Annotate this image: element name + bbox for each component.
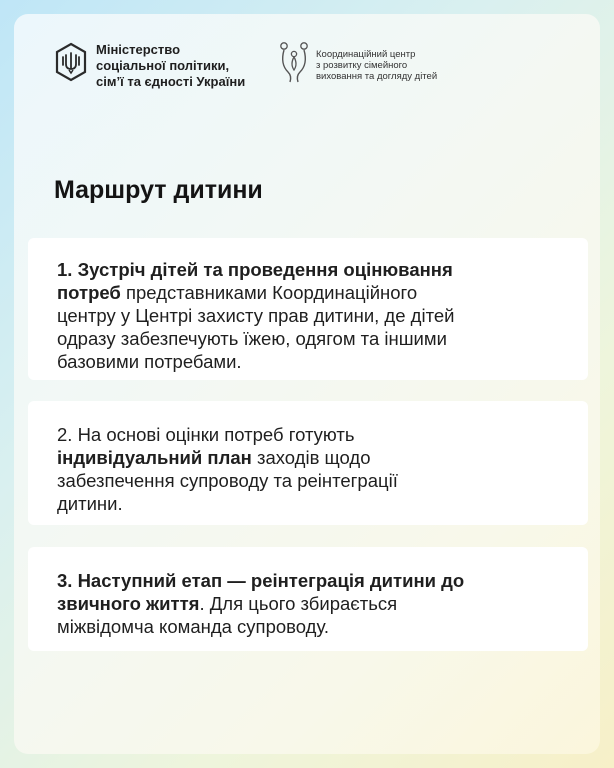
step-line: [57, 327, 568, 350]
step-line: [57, 615, 568, 638]
step-bold-text: потреб: [57, 282, 121, 303]
step-text: заходів щодо: [251, 447, 371, 468]
step-bold-text: звичного життя: [57, 593, 200, 614]
step-line: [57, 569, 568, 592]
step-line: [57, 304, 568, 327]
step-text: міжвідомча команда супроводу.: [57, 616, 329, 637]
step-card-2: [28, 401, 588, 525]
ministry-line: соціальної політики,: [96, 58, 230, 73]
family-figures-icon: [278, 40, 310, 84]
header: [0, 0, 614, 140]
step-bold-text: 1. Зустріч дітей та проведення оцінювання: [57, 259, 453, 280]
ministry-name: [96, 42, 245, 90]
step-text: одразу забезпечують їжею, одягом та іншими: [57, 328, 447, 349]
ministry-line: Міністерство: [96, 42, 181, 57]
trident-shield-icon: [54, 42, 88, 82]
page-title: Маршрут дитини: [54, 176, 263, 204]
step-text: центру у Центрі захисту прав дитини, де дітей: [57, 305, 455, 326]
center-line: з розвитку сімейного: [316, 60, 408, 71]
step-line: [57, 423, 568, 446]
center-line: виховання та догляду дітей: [316, 71, 438, 82]
coordination-center-name: [316, 49, 437, 82]
step-bold-text: індивідуальний план: [57, 447, 252, 468]
step-text: дитини.: [57, 493, 123, 514]
center-line: Координаційний центр: [316, 49, 416, 60]
step-line: [57, 446, 568, 469]
step-text: 2. На основі оцінки потреб готують: [57, 424, 355, 445]
step-text: . Для цього збирається: [199, 593, 398, 614]
step-line: [57, 592, 568, 615]
step-bold-text: 3. Наступний етап — реінтеграція дитини до: [57, 570, 465, 591]
step-line: [57, 469, 568, 492]
ministry-line: сім’ї та єдності України: [96, 74, 246, 89]
step-card-1: [28, 238, 588, 380]
step-line: [57, 281, 568, 304]
step-card-3: [28, 547, 588, 651]
step-text: забезпечення супроводу та реінтеграції: [57, 470, 398, 491]
step-text: базовими потребами.: [57, 351, 242, 372]
step-line: [57, 350, 568, 373]
step-text: представниками Координаційного: [120, 282, 418, 303]
step-line: [57, 258, 568, 281]
step-line: [57, 492, 568, 515]
